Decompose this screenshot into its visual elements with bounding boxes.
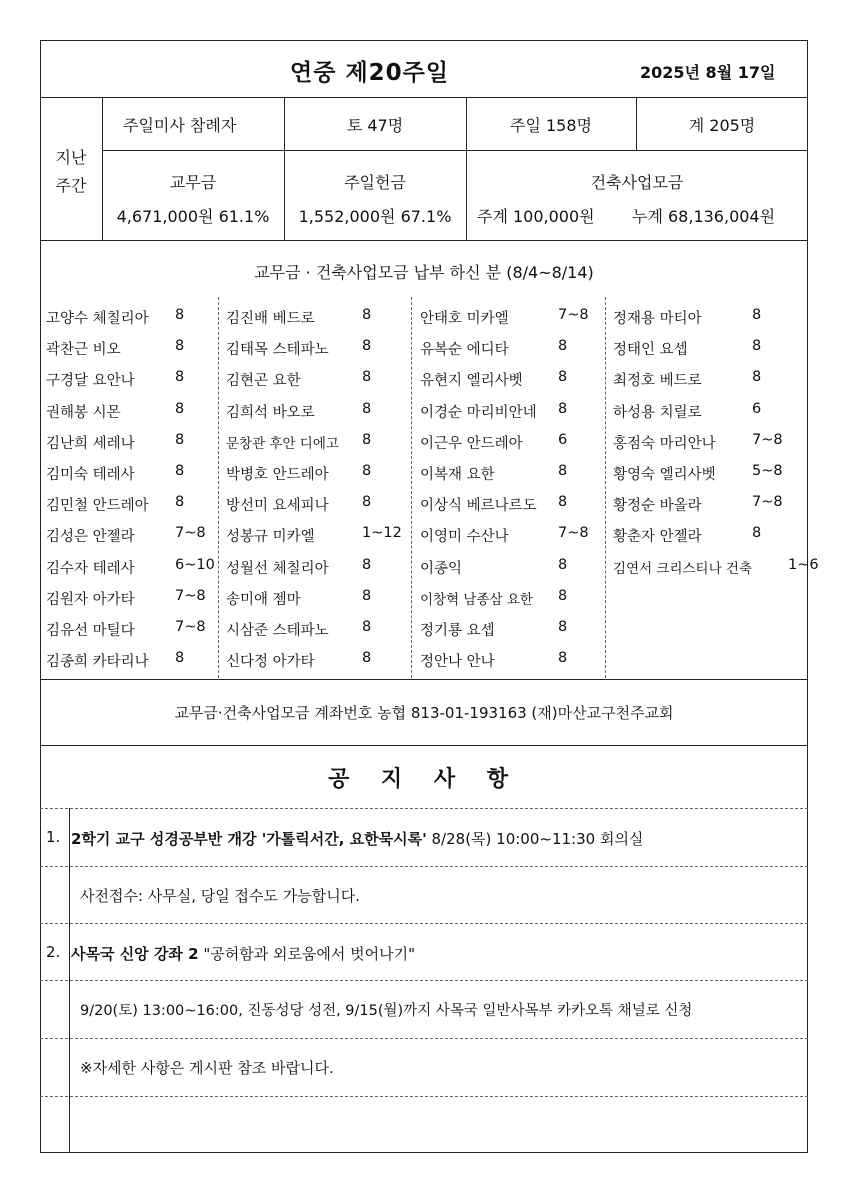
donor-name: 김현곤 요한 [226,373,301,390]
parish-fee-label: 교무금 [169,173,217,192]
notice-1-detail: 8/28(목) 10:00~11:30 회의실 [431,830,644,848]
donor-name: 최정호 베드로 [613,373,702,390]
donor-name: 성월선 체칠리아 [226,560,329,577]
donor-name: 김종희 카타리나 [46,654,149,671]
divider [411,297,412,678]
donor-months: 7~8 [558,307,589,323]
donor-months: 7~8 [558,525,589,542]
donor-months: 8 [362,369,372,386]
divider [466,150,467,240]
donor-months: 8 [558,650,568,667]
divider [40,866,808,867]
divider [40,923,808,924]
notices-heading: 공 지 사 항 [328,767,520,792]
donor-name: 정안나 안나 [420,654,495,671]
last-week-label: 지난 [55,148,87,167]
donor-name: 이근우 안드레아 [420,435,523,452]
donor-name: 홍점숙 마리안나 [613,435,716,452]
donor-name: 이복재 요한 [420,467,495,483]
donor-months: 7~8 [175,525,206,542]
donor-name: 이종익 [420,560,463,577]
donor-months: 8 [362,494,372,511]
donor-months: 8 [175,650,185,667]
bulletin-date: 2025년 8월 17일 [640,63,776,82]
donor-months: 7~8 [175,619,206,635]
building-fund-label: 건축사업모금 [590,173,684,192]
donor-name: 방선미 요세피나 [226,498,329,515]
donor-name: 시삼준 스테파노 [226,623,329,639]
notice-2-schedule: 9/20(토) 13:00~16:00, 진동성당 성전, 9/15(월)까지 사목국 일반사목부 카카오톡 채널로 신청 [80,1003,693,1019]
divider [40,1038,808,1039]
notice-1-note: 사전접수: 사무실, 당일 접수도 가능합니다. [80,887,360,905]
donor-months: 8 [558,587,568,604]
donor-name: 유현지 엘리사벳 [420,373,523,390]
divider [40,808,808,809]
donor-months: 8 [752,525,762,542]
donor-name: 김유선 마틸다 [46,623,135,639]
divider [605,297,606,678]
donor-name: 김난희 세레나 [46,435,135,452]
attendance-saturday: 토 47명 [346,116,404,135]
notice-1-text [71,828,643,849]
donor-months: 6 [752,400,762,417]
donor-months: 1~6 [788,556,819,573]
donor-name: 권해봉 시몬 [46,404,121,421]
donor-name: 황춘자 안젤라 [613,529,702,546]
donor-name: 문창관 후안 디에고 [226,435,339,452]
donor-name: 이상식 베르나르도 [420,498,537,515]
donor-name: 김민철 안드레아 [46,498,149,515]
donor-name: 이창혁 남종삼 요한 [420,591,533,608]
donor-months: 8 [362,650,372,667]
donor-months: 8 [558,556,568,573]
page-title: 연중 제20주일 [290,60,450,86]
donor-months: 8 [558,463,568,479]
notice-2-subtitle: "공허함과 외로움에서 벗어나기" [203,945,416,963]
donor-name: 이경순 마리비안네 [420,404,537,421]
donor-name: 김원자 아가타 [46,591,135,608]
notice-number: 1. [46,828,61,846]
donor-name: 이영미 수산나 [420,529,509,546]
donor-months: 5~8 [752,463,783,479]
divider [40,745,808,746]
donor-name: 박병호 안드레아 [226,467,329,483]
building-fund-week: 주계 100,000원 [477,207,595,226]
divider [40,97,808,98]
donor-months: 8 [558,400,568,417]
donor-months: 6~10 [175,556,215,573]
donor-months: 8 [752,307,762,323]
notice-2-reference: ※자세한 사항은 게시판 참조 바랍니다. [80,1059,334,1077]
donor-name: 성봉규 미카엘 [226,529,315,546]
donor-months: 8 [362,338,372,355]
donor-name: 곽찬근 비오 [46,342,121,359]
notice-2-title: 사목국 신앙 강좌 2 [71,945,199,963]
donor-name: 정태인 요셉 [613,342,688,359]
donor-name: 정기룡 요셉 [420,623,495,639]
donor-months: 8 [362,307,372,323]
donor-months: 8 [175,307,185,323]
sunday-offering-label: 주일헌금 [344,173,406,192]
divider [40,240,808,241]
donor-name: 유복순 에디타 [420,342,509,359]
parish-fee-value: 4,671,000원 61.1% [116,207,270,226]
donor-months: 8 [175,400,185,417]
donor-name: 황정순 바올라 [613,498,702,515]
divider [102,150,808,151]
donor-months: 7~8 [752,494,783,511]
donor-months: 8 [558,494,568,511]
last-week-label: 주간 [55,176,87,195]
building-fund-cumulative: 누계 68,136,004원 [632,207,776,226]
attendance-sunday: 주일 158명 [510,116,592,135]
donor-name: 송미애 젬마 [226,591,301,608]
donor-months: 8 [362,463,372,479]
donor-name: 신다정 아가타 [226,654,315,671]
donor-name: 고양수 체칠리아 [46,311,149,327]
donor-months: 8 [558,338,568,355]
notice-1-title: 2학기 교구 성경공부반 개강 '가톨릭서간, 요한묵시록' [71,830,427,848]
donor-months: 8 [752,369,762,386]
donor-name: 정재용 마티아 [613,311,702,327]
donor-months: 8 [362,556,372,573]
attendance-total: 계 205명 [688,116,756,135]
donor-months: 8 [362,431,372,448]
notice-number: 2. [46,943,61,961]
donor-name: 구경달 요안나 [46,373,135,390]
donor-name: 김성은 안젤라 [46,529,135,546]
donors-heading: 교무금 · 건축사업모금 납부 하신 분 (8/4~8/14) [254,263,594,282]
donor-months: 8 [175,494,185,511]
donor-name: 황영숙 엘리사벳 [613,467,716,483]
notice-2-text [71,943,415,964]
sunday-offering-value: 1,552,000원 67.1% [298,207,452,226]
donor-months: 8 [175,431,185,448]
donor-months: 1~12 [362,525,402,542]
divider [218,297,219,678]
divider [40,980,808,981]
divider [40,679,808,680]
donor-months: 8 [752,338,762,355]
donor-months: 6 [558,431,568,448]
donor-name: 김희석 바오로 [226,404,315,421]
donor-name: 김진배 베드로 [226,311,315,327]
donor-months: 7~8 [175,587,206,604]
donor-months: 7~8 [752,431,783,448]
donor-months: 8 [362,400,372,417]
donor-months: 8 [362,619,372,635]
donor-name: 김미숙 테레사 [46,467,135,483]
donor-name: 하성용 치릴로 [613,404,702,421]
donor-months: 8 [175,463,185,479]
divider [40,1096,808,1097]
donor-name: 안태호 미카엘 [420,311,509,327]
donor-months: 8 [558,619,568,635]
bank-account: 교무금·건축사업모금 계좌번호 농협 813-01-193163 (재)마산교구천주교회 [174,704,674,722]
donor-name: 김연서 크리스티나 건축 [613,560,752,577]
donor-name: 김태목 스테파노 [226,342,329,359]
donor-name: 김수자 테레사 [46,560,135,577]
donor-months: 8 [362,587,372,604]
attendance-label: 주일미사 참례자 [123,116,237,135]
donor-months: 8 [175,369,185,386]
donor-months: 8 [558,369,568,386]
donor-months: 8 [175,338,185,355]
